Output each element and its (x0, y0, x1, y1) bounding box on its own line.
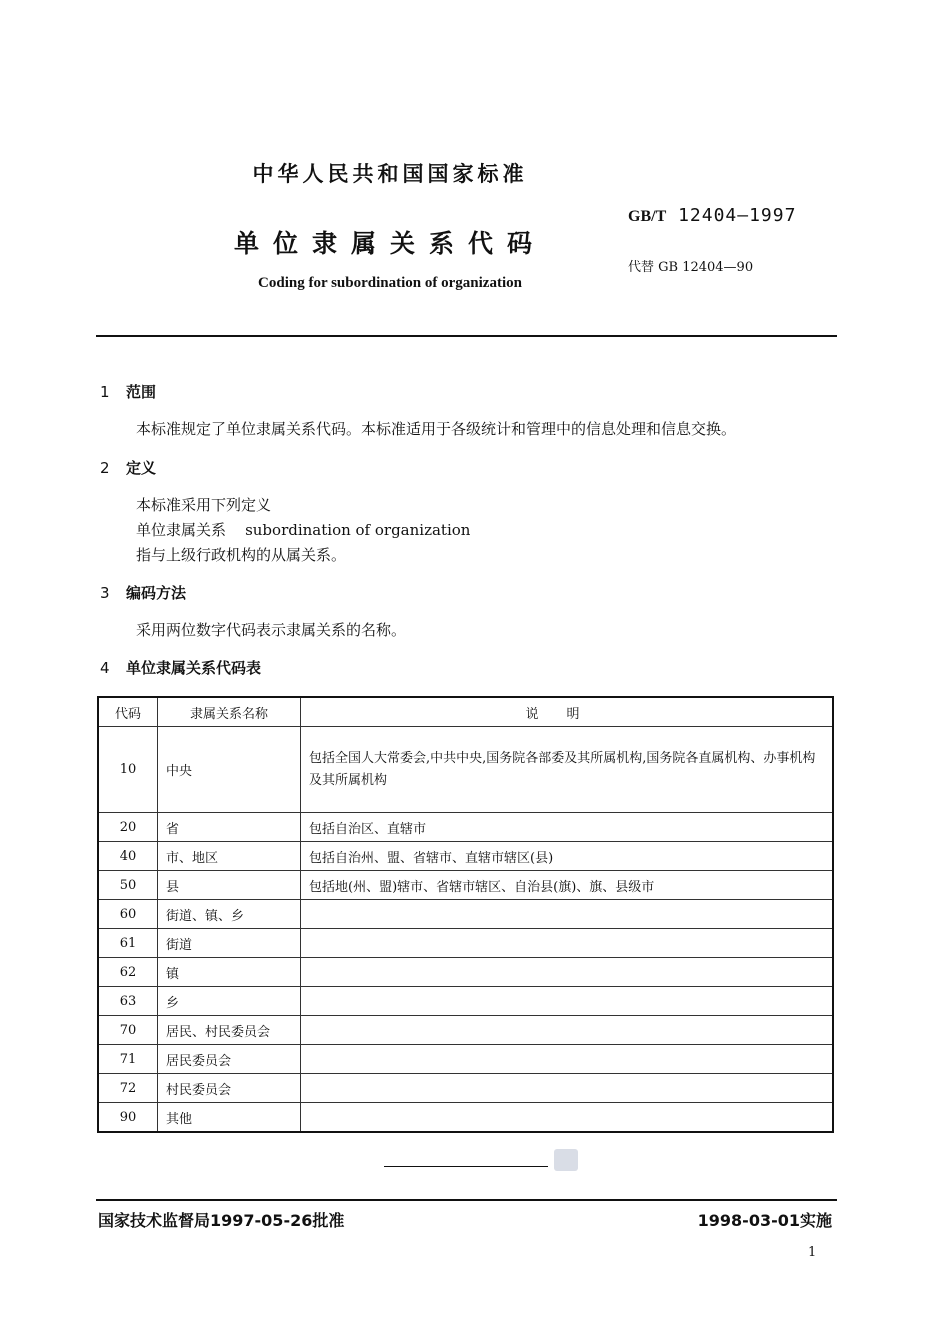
row-description: 包括地(州、盟)辖市、省辖市辖区、自治县(旗)、旗、县级市 (301, 871, 834, 900)
section-heading (100, 582, 186, 603)
table-row (98, 1016, 833, 1045)
section-heading (100, 381, 156, 402)
section-number: 4 (100, 659, 110, 677)
row-code: 70 (98, 1016, 158, 1045)
row-name: 乡 (158, 987, 301, 1016)
section-paragraph: 指与上级行政机构的从属关系。 (136, 546, 347, 564)
row-name: 居民、村民委员会 (158, 1016, 301, 1045)
watermark-logo (554, 1149, 578, 1171)
row-description (301, 1074, 834, 1103)
row-name: 市、地区 (158, 842, 301, 871)
replaces-standard: 代替 GB 12404—90 (628, 260, 754, 275)
effective-date: 1998-03-01实施 (697, 1211, 832, 1230)
row-description (301, 958, 834, 987)
row-code: 40 (98, 842, 158, 871)
table-row (98, 871, 833, 900)
table-row (98, 987, 833, 1016)
footer-divider (96, 1199, 837, 1201)
row-code: 63 (98, 987, 158, 1016)
section-paragraph: 本标准规定了单位隶属关系代码。本标准适用于各级统计和管理中的信息处理和信息交换。 (136, 420, 737, 438)
table-row (98, 900, 833, 929)
row-description (301, 900, 834, 929)
section-title: 范围 (126, 383, 157, 401)
row-code: 62 (98, 958, 158, 987)
row-description (301, 1045, 834, 1074)
row-code: 50 (98, 871, 158, 900)
row-name: 居民委员会 (158, 1045, 301, 1074)
row-name: 街道 (158, 929, 301, 958)
row-name: 县 (158, 871, 301, 900)
row-name: 省 (158, 813, 301, 842)
national-standard-heading: 中华人民共和国国家标准 (252, 162, 528, 186)
row-description: 包括自治区、直辖市 (301, 813, 834, 842)
row-description: 包括自治州、盟、省辖市、直辖市辖区(县) (301, 842, 834, 871)
page-number: 1 (808, 1245, 817, 1260)
header-name: 隶属关系名称 (158, 697, 301, 727)
approval-date: 国家技术监督局1997-05-26批准 (98, 1211, 345, 1230)
row-description (301, 727, 834, 813)
table-row (98, 727, 833, 813)
row-name: 镇 (158, 958, 301, 987)
row-description (301, 1016, 834, 1045)
section-number: 1 (100, 383, 110, 401)
row-code: 60 (98, 900, 158, 929)
table-row (98, 1074, 833, 1103)
row-name: 其他 (158, 1103, 301, 1133)
standard-prefix: GB/T (628, 208, 667, 225)
section-number: 3 (100, 584, 110, 602)
section-title: 编码方法 (126, 584, 187, 602)
row-code: 20 (98, 813, 158, 842)
end-of-text-line (384, 1166, 548, 1167)
table-row (98, 842, 833, 871)
row-description (301, 987, 834, 1016)
row-code: 61 (98, 929, 158, 958)
row-description (301, 1103, 834, 1133)
standard-code: 12404—1997 (678, 205, 797, 226)
row-code: 90 (98, 1103, 158, 1133)
section-heading (100, 657, 261, 678)
header-description: 说明 (301, 697, 834, 727)
section-title: 定义 (126, 459, 157, 477)
row-description (301, 929, 834, 958)
standard-number (628, 205, 796, 226)
table-row (98, 1045, 833, 1074)
row-code: 72 (98, 1074, 158, 1103)
table-header-row (98, 697, 833, 727)
section-number: 2 (100, 459, 110, 477)
header-divider (96, 335, 837, 337)
document-title-cn: 单位隶属关系代码 (233, 229, 546, 258)
table-row (98, 929, 833, 958)
row-code: 10 (98, 727, 158, 813)
row-description-text: 包括全国人大常委会,中共中央,国务院各部委及其所属机构,国务院各直属机构、办事机构及其所属机构 (309, 750, 816, 788)
row-code: 71 (98, 1045, 158, 1074)
document-title-en: Coding for subordination of organization (258, 275, 522, 291)
section-title: 单位隶属关系代码表 (126, 659, 262, 677)
table-row (98, 1103, 833, 1133)
section-paragraph: 本标准采用下列定义 (136, 496, 272, 514)
table-row (98, 813, 833, 842)
row-name: 中央 (158, 727, 301, 813)
section-heading (100, 457, 156, 478)
table-row (98, 958, 833, 987)
header-code: 代码 (98, 697, 158, 727)
row-name: 街道、镇、乡 (158, 900, 301, 929)
row-name: 村民委员会 (158, 1074, 301, 1103)
section-paragraph: 采用两位数字代码表示隶属关系的名称。 (136, 621, 407, 639)
section-paragraph: 单位隶属关系 subordination of organization (136, 521, 471, 539)
code-table (97, 696, 834, 1133)
